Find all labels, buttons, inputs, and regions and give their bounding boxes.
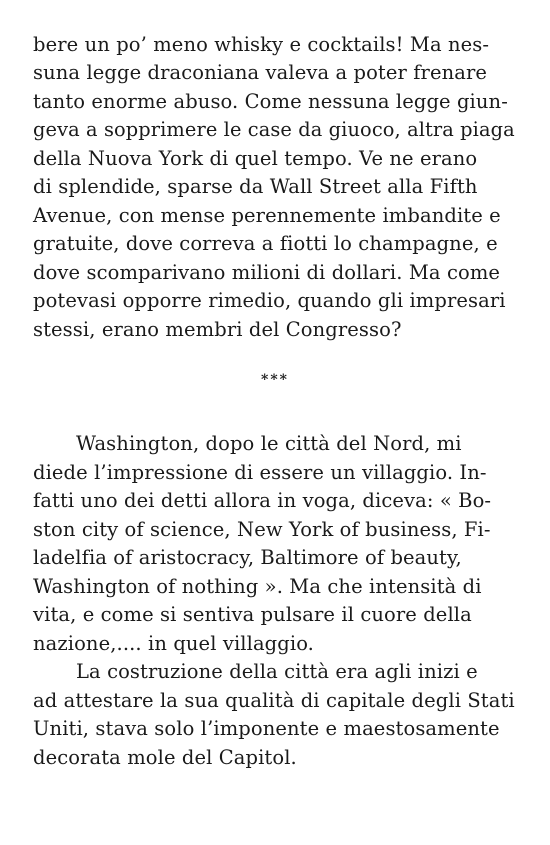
text-line: gratuite, dove correva a fiotti lo champagne, e	[33, 232, 498, 255]
text-line: nazione,.... in quel villaggio.	[33, 632, 314, 655]
section-separator: ***	[261, 372, 289, 388]
text-line: diede l’impressione di essere un villaggio. In-	[33, 461, 487, 484]
text-line: dove scomparivano milioni di dollari. Ma come	[33, 261, 501, 284]
text-line: di splendide, sparse da Wall Street alla Fifth	[33, 175, 478, 198]
text-line: Washington of nothing ». Ma che intensità di	[33, 575, 482, 598]
text-line: decorata mole del Capitol.	[33, 746, 297, 769]
text-line: geva a sopprimere le case da giuoco, altra piaga	[33, 118, 515, 141]
text-line: ladelfia of aristocracy, Baltimore of beauty,	[33, 546, 462, 569]
text-line: suna legge draconiana valeva a poter frenare	[33, 61, 488, 84]
text-line: della Nuova York di quel tempo. Ve ne erano	[33, 147, 478, 170]
text-line: Avenue, con mense perennemente imbandite e	[33, 204, 501, 227]
paragraph-first-line: La costruzione della città era agli inizi e	[76, 660, 478, 683]
text-line: ad attestare la sua qualità di capitale degli Stati	[33, 689, 515, 712]
text-line: fatti uno dei detti allora in voga, diceva: « Bo-	[33, 489, 492, 512]
text-line: ston city of science, New York of business, Fi-	[33, 518, 491, 541]
text-line: Uniti, stava solo l’imponente e maestosamente	[33, 717, 500, 740]
text-line: stessi, erano membri del Congresso?	[33, 318, 402, 341]
text-line: tanto enorme abuso. Come nessuna legge giun-	[33, 90, 508, 113]
text-line: potevasi opporre rimedio, quando gli impresari	[33, 289, 506, 312]
text-line: vita, e come si sentiva pulsare il cuore della	[33, 603, 472, 626]
text-line: bere un po’ meno whisky e cocktails! Ma nes-	[33, 33, 490, 56]
paragraph-first-line: Washington, dopo le città del Nord, mi	[76, 432, 462, 455]
